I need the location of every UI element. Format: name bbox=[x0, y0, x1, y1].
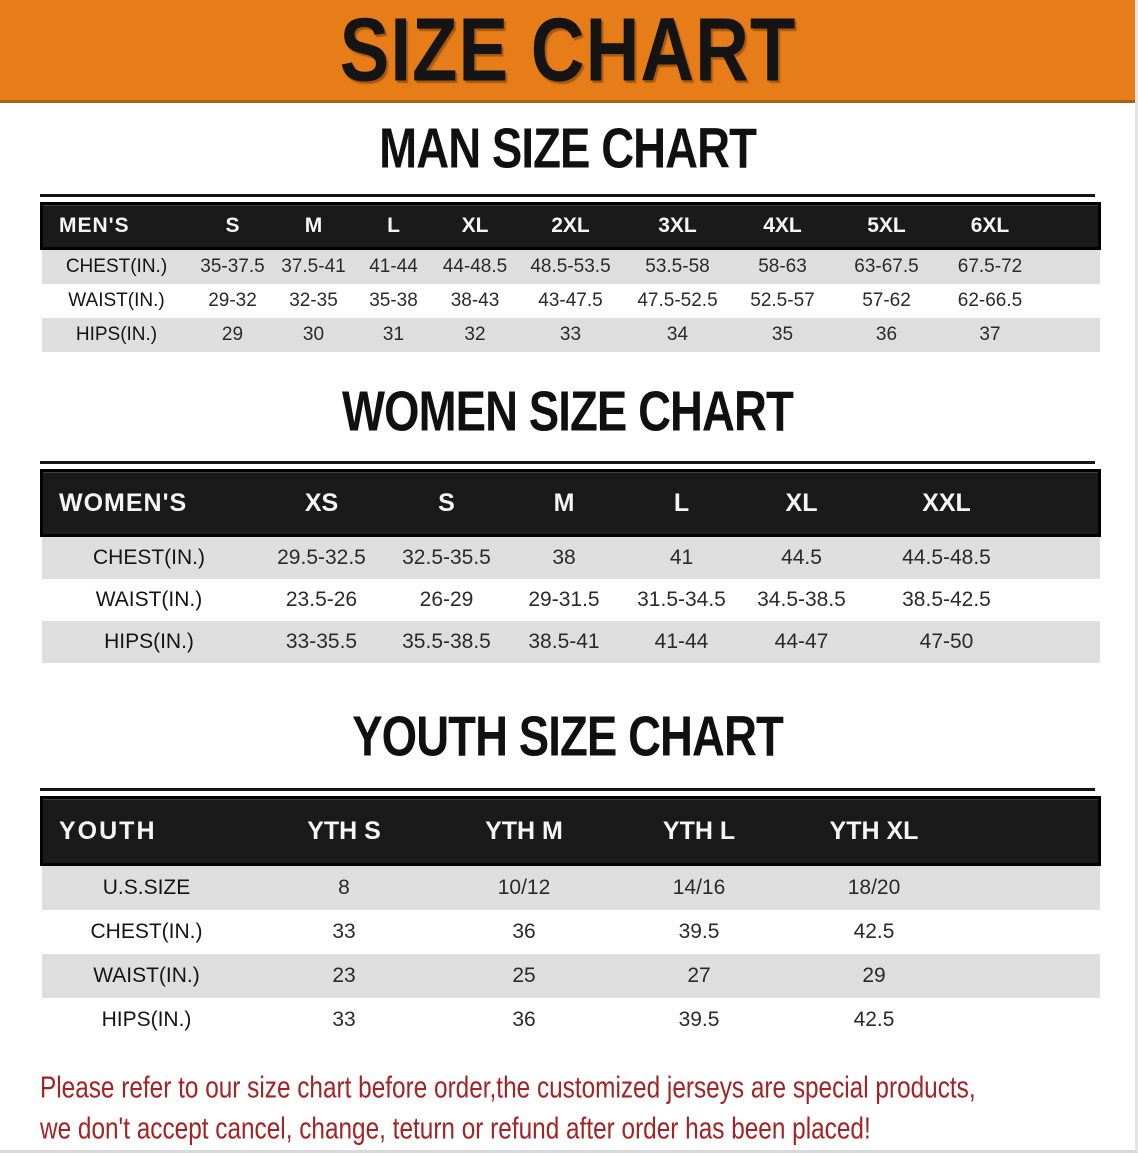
size-column-header: 3XL bbox=[625, 204, 731, 249]
cell: 44-47 bbox=[774, 630, 829, 653]
size-column-header: M bbox=[274, 204, 354, 249]
cell: 33 bbox=[332, 920, 356, 943]
cell: 29.5-32.5 bbox=[277, 546, 366, 569]
table-row bbox=[42, 910, 1100, 954]
spacer-cell bbox=[1032, 471, 1100, 536]
size-column-header: 6XL bbox=[939, 204, 1042, 249]
cell: 48.5-53.5 bbox=[530, 256, 611, 277]
women-size-table bbox=[40, 469, 1101, 663]
men-heading-text: MAN SIZE CHART bbox=[379, 117, 756, 180]
spacer-cell bbox=[1042, 284, 1100, 318]
table-row bbox=[42, 954, 1100, 998]
cell: 32 bbox=[464, 324, 486, 345]
cell: 14/16 bbox=[672, 876, 726, 899]
row-label: CHEST(IN.) bbox=[65, 256, 168, 277]
cell: 27 bbox=[687, 964, 711, 987]
table-row bbox=[42, 621, 1100, 663]
youth-header-row bbox=[42, 798, 1100, 865]
cell: 38.5-41 bbox=[528, 630, 600, 653]
cell: 57-62 bbox=[862, 290, 911, 311]
table-row bbox=[42, 249, 1100, 285]
men-corner-label: MEN'S bbox=[42, 204, 192, 249]
disclaimer-line-2: we don't accept cancel, change, teturn or refund after order has been placed! bbox=[40, 1112, 871, 1146]
cell: 29-31.5 bbox=[528, 588, 600, 611]
cell: 38 bbox=[552, 546, 576, 569]
cell: 38-43 bbox=[450, 290, 500, 311]
cell: 33 bbox=[559, 324, 582, 345]
cell: 25 bbox=[512, 964, 536, 987]
cell: 23.5-26 bbox=[285, 588, 358, 611]
youth-size-table bbox=[40, 796, 1101, 1042]
row-label: WAIST(IN.) bbox=[68, 290, 165, 311]
size-column-header: L bbox=[622, 471, 742, 536]
cell: 33-35.5 bbox=[285, 630, 358, 653]
cell: 33 bbox=[332, 1008, 356, 1031]
women-table-top-rule bbox=[40, 461, 1095, 464]
cell: 63-67.5 bbox=[854, 256, 919, 277]
size-column-header: 5XL bbox=[835, 204, 939, 249]
table-row bbox=[42, 865, 1100, 911]
cell: 42.5 bbox=[853, 920, 895, 943]
size-column-header: YTH M bbox=[437, 798, 612, 865]
youth-corner-label: YOUTH bbox=[42, 798, 252, 865]
cell: 32.5-35.5 bbox=[402, 546, 491, 569]
spacer-cell bbox=[1032, 536, 1100, 580]
cell: 32-35 bbox=[289, 290, 338, 311]
spacer-cell bbox=[962, 998, 1100, 1042]
size-column-header: YTH XL bbox=[787, 798, 962, 865]
cell: 29 bbox=[862, 964, 886, 987]
spacer-cell bbox=[962, 910, 1100, 954]
cell: 62-66.5 bbox=[957, 290, 1023, 311]
banner bbox=[0, 0, 1135, 103]
table-row bbox=[42, 998, 1100, 1042]
cell: 42.5 bbox=[853, 1008, 895, 1031]
size-column-header: XL bbox=[742, 471, 862, 536]
cell: 44.5 bbox=[781, 546, 822, 569]
cell: 31.5-34.5 bbox=[637, 588, 726, 611]
row-label: CHEST(IN.) bbox=[90, 920, 203, 943]
cell: 38.5-42.5 bbox=[902, 588, 991, 611]
cell: 58-63 bbox=[758, 256, 807, 277]
row-label: HIPS(IN.) bbox=[75, 324, 158, 345]
cell: 29-32 bbox=[208, 290, 257, 311]
cell: 36 bbox=[512, 1008, 536, 1031]
spacer-cell bbox=[1032, 579, 1100, 621]
size-column-header: S bbox=[387, 471, 507, 536]
cell: 35-37.5 bbox=[200, 256, 265, 277]
row-label: CHEST(IN.) bbox=[93, 546, 205, 569]
size-column-header: YTH L bbox=[612, 798, 787, 865]
youth-section-heading bbox=[0, 705, 1135, 768]
cell: 67.5-72 bbox=[957, 256, 1023, 277]
cell: 34.5-38.5 bbox=[757, 588, 846, 611]
cell: 47.5-52.5 bbox=[637, 290, 718, 311]
women-header-row bbox=[42, 471, 1100, 536]
men-size-table bbox=[40, 202, 1101, 352]
spacer-cell bbox=[1032, 621, 1100, 663]
size-column-header: 2XL bbox=[517, 204, 625, 249]
cell: 37 bbox=[979, 324, 1001, 345]
cell: 35.5-38.5 bbox=[402, 630, 491, 653]
page-title: SIZE CHART bbox=[339, 0, 796, 101]
row-label: WAIST(IN.) bbox=[93, 964, 200, 987]
spacer-cell bbox=[1042, 204, 1100, 249]
spacer-cell bbox=[962, 798, 1100, 865]
cell: 47-50 bbox=[919, 630, 974, 653]
size-column-header: 4XL bbox=[731, 204, 835, 249]
youth-heading-text: YOUTH SIZE CHART bbox=[352, 705, 783, 768]
row-label: U.S.SIZE bbox=[102, 876, 191, 899]
cell: 43-47.5 bbox=[538, 290, 603, 311]
cell: 37.5-41 bbox=[281, 256, 346, 277]
size-column-header: XL bbox=[434, 204, 517, 249]
disclaimer-line-1: Please refer to our size chart before order,the customized jerseys are special products, bbox=[40, 1071, 976, 1105]
cell: 36 bbox=[512, 920, 536, 943]
size-column-header: XS bbox=[257, 471, 387, 536]
cell: 10/12 bbox=[497, 876, 551, 899]
cell: 35-38 bbox=[369, 290, 418, 311]
cell: 36 bbox=[875, 324, 898, 345]
men-section-heading bbox=[0, 117, 1135, 180]
cell: 39.5 bbox=[678, 1008, 720, 1031]
cell: 44.5-48.5 bbox=[902, 546, 991, 569]
size-column-header: XXL bbox=[862, 471, 1032, 536]
cell: 44-48.5 bbox=[442, 256, 508, 277]
cell: 39.5 bbox=[678, 920, 720, 943]
spacer-cell bbox=[962, 954, 1100, 998]
row-label: HIPS(IN.) bbox=[104, 630, 194, 653]
cell: 29 bbox=[221, 324, 244, 345]
size-column-header: S bbox=[192, 204, 274, 249]
disclaimer bbox=[40, 1068, 1135, 1150]
table-row bbox=[42, 536, 1100, 580]
size-column-header: L bbox=[354, 204, 434, 249]
spacer-cell bbox=[962, 865, 1100, 911]
men-header-row bbox=[42, 204, 1100, 249]
table-row bbox=[42, 579, 1100, 621]
row-label: WAIST(IN.) bbox=[95, 588, 203, 611]
row-label: HIPS(IN.) bbox=[101, 1008, 192, 1031]
cell: 31 bbox=[382, 324, 405, 345]
women-heading-text: WOMEN SIZE CHART bbox=[342, 380, 793, 443]
cell: 26-29 bbox=[419, 588, 474, 611]
cell: 41 bbox=[669, 546, 694, 569]
youth-table-top-rule bbox=[40, 788, 1095, 791]
cell: 8 bbox=[338, 876, 350, 899]
cell: 35 bbox=[771, 324, 794, 345]
table-row bbox=[42, 318, 1100, 352]
cell: 41-44 bbox=[654, 630, 709, 653]
cell: 34 bbox=[666, 324, 689, 345]
cell: 52.5-57 bbox=[750, 290, 815, 311]
cell: 30 bbox=[302, 324, 325, 345]
men-table-top-rule bbox=[40, 194, 1095, 197]
size-column-header: YTH S bbox=[252, 798, 437, 865]
cell: 23 bbox=[332, 964, 356, 987]
cell: 53.5-58 bbox=[645, 256, 710, 277]
spacer-cell bbox=[1042, 249, 1100, 285]
size-column-header: M bbox=[507, 471, 622, 536]
cell: 18/20 bbox=[847, 876, 901, 899]
women-corner-label: WOMEN'S bbox=[42, 471, 257, 536]
cell: 41-44 bbox=[369, 256, 418, 277]
table-row bbox=[42, 284, 1100, 318]
women-section-heading bbox=[0, 380, 1135, 443]
spacer-cell bbox=[1042, 318, 1100, 352]
